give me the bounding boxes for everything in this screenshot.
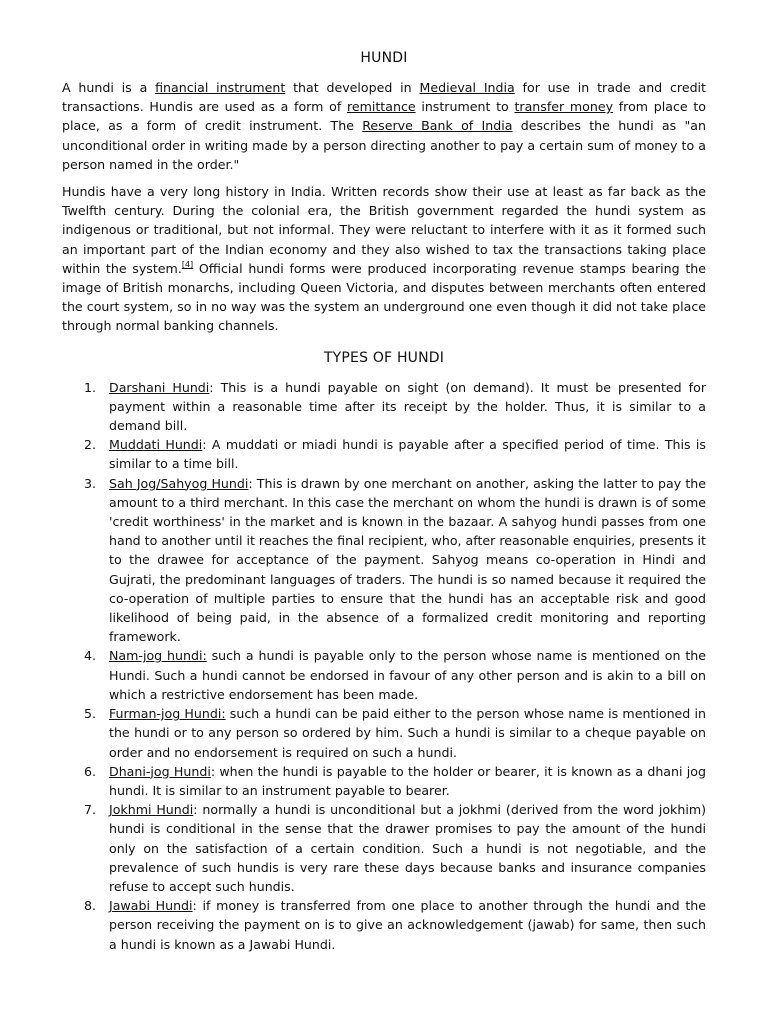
history-paragraph — [62, 182, 706, 336]
list-item — [62, 646, 706, 704]
type-description: such a hundi is payable only to the person whose name is mentioned on the Hundi. Such a hundi cannot be endorsed in favour of any other person and is akin to a bill on which a restrictive endorsement has been made. — [109, 648, 706, 702]
type-term[interactable]: Nam-jog hundi: — [109, 648, 207, 664]
type-description: A muddati or miadi hundi is payable after a specified period of time. This is similar to a time bill. — [109, 437, 706, 472]
medieval-india-link[interactable]: Medieval India — [419, 80, 515, 95]
remittance-link[interactable]: remittance — [346, 99, 416, 115]
type-description: This is a hundi payable on sight (on demand). It must be presented for payment within a reasonable time after its receipt by the holder. Thus, it is similar to a demand bill. — [109, 379, 706, 434]
reserve-bank-of-india-link[interactable]: Reserve Bank of India — [362, 118, 513, 134]
type-term[interactable]: Sah Jog/Sahyog Hundi — [109, 475, 249, 491]
type-description: normally a hundi is unconditional but a jokhmi (derived from the word jokhim) hundi is conditional in the sense that the drawer promises to pay the amount of the hundi only on the satisfaction of a certain condition. Such a hundi is not negotiable, and the prevalence of such hundis is very rare these days because banks and insurance companies refuse to accept such hundis. — [109, 802, 706, 894]
types-list — [62, 378, 706, 954]
list-item — [62, 474, 706, 647]
list-item — [62, 704, 706, 762]
list-item — [62, 800, 706, 896]
list-number: 6. — [84, 763, 97, 779]
list-item — [62, 435, 706, 473]
type-description: such a hundi can be paid either to the person whose name is mentioned in the hundi or to any person so ordered by him. Such a hundi is similar to a cheque payable on order and no endorsement is required on such a hundi. — [109, 706, 706, 760]
type-description: when the hundi is payable to the holder or bearer, it is known as a dhani jog hundi. It is similar to an instrument payable to bearer. — [109, 763, 706, 798]
term-separator: : — [209, 379, 214, 395]
transfer-money-link[interactable]: transfer money — [514, 99, 614, 115]
intro-text: A hundi is a — [62, 80, 156, 95]
financial-instrument-link[interactable]: financial instrument — [155, 80, 286, 95]
type-term[interactable]: Dhani-jog Hundi — [109, 763, 211, 779]
term-separator: : — [202, 437, 207, 453]
list-item — [62, 762, 706, 800]
type-term[interactable]: Jokhmi Hundi — [109, 802, 194, 818]
type-term[interactable]: Jawabi Hundi — [109, 898, 193, 914]
list-number: 7. — [84, 802, 97, 818]
intro-text: from place to place, as a form of credit instrument. The — [62, 99, 706, 134]
term-separator: : — [192, 898, 197, 914]
history-text: Hundis have a very long history in India. Written records show their use at least as far back as the Twelfth century. During the colonial era, the British government regarded the hundi system as indigenous or traditional, but not informal. They were reluctant to interfere with it as it formed such an important part of the Indian economy and they also wished to tax the transactions taking place within the system. — [62, 184, 706, 276]
term-separator: : — [193, 802, 198, 818]
intro-paragraph — [62, 78, 706, 174]
list-number: 8. — [84, 898, 97, 914]
intro-text: describes the hundi as "an unconditional order in writing made by a person directing another to pay a certain sum of money to a person named in the order." — [62, 118, 706, 172]
intro-text: that developed in — [285, 80, 420, 95]
term-separator: : — [248, 475, 253, 491]
type-description: if money is transferred from one place to another through the hundi and the person receiving the payment on is to give an acknowledgement (jawab) for same, then such a hundi is known as a Jawabi Hundi. — [109, 898, 706, 952]
list-item — [62, 378, 706, 436]
term-separator: : — [210, 763, 216, 779]
intro-text: for use in trade and credit transactions. Hundis are used as a form of — [62, 80, 706, 115]
list-number: 3. — [84, 475, 97, 491]
types-heading: TYPES OF HUNDI — [323, 349, 445, 366]
list-item — [62, 896, 706, 954]
footnote-link[interactable]: [4] — [181, 259, 194, 269]
type-term[interactable]: Darshani Hundi — [109, 379, 210, 395]
type-term[interactable]: Furman-jog Hundi: — [109, 706, 226, 722]
list-number: 2. — [84, 437, 97, 453]
list-number: 4. — [84, 648, 97, 664]
type-description: This is drawn by one merchant on another, asking the latter to pay the amount to a third merchant. In this case the merchant on whom the hundi is drawn is of some 'credit worthiness' in the market and is known in the bazaar. A sahyog hundi passes from one hand to another until it reaches the final recipient, who, after reasonable enquiries, presents it to the drawee for acceptance of the payment. Sahyog means co-operation in Hindi and Gujrati, the predominant languages of traders. The hundi is so named because it required the co-operation of multiple parties to ensure that the hundi has an acceptable risk and good likelihood of being paid, in the absence of a formalized credit monitoring and reporting framework. — [109, 475, 707, 645]
list-number: 5. — [84, 706, 97, 722]
intro-text: instrument to — [415, 99, 515, 115]
page-title: HUNDI — [360, 50, 408, 66]
history-text: Official hundi forms were produced incorporating revenue stamps bearing the image of British monarchs, including Queen Victoria, and disputes between merchants often entered the court system, so in no way was the system an underground one even though it did not take place through normal banking channels. — [62, 260, 706, 334]
type-term[interactable]: Muddati Hundi — [109, 437, 203, 453]
list-number: 1. — [84, 379, 97, 395]
